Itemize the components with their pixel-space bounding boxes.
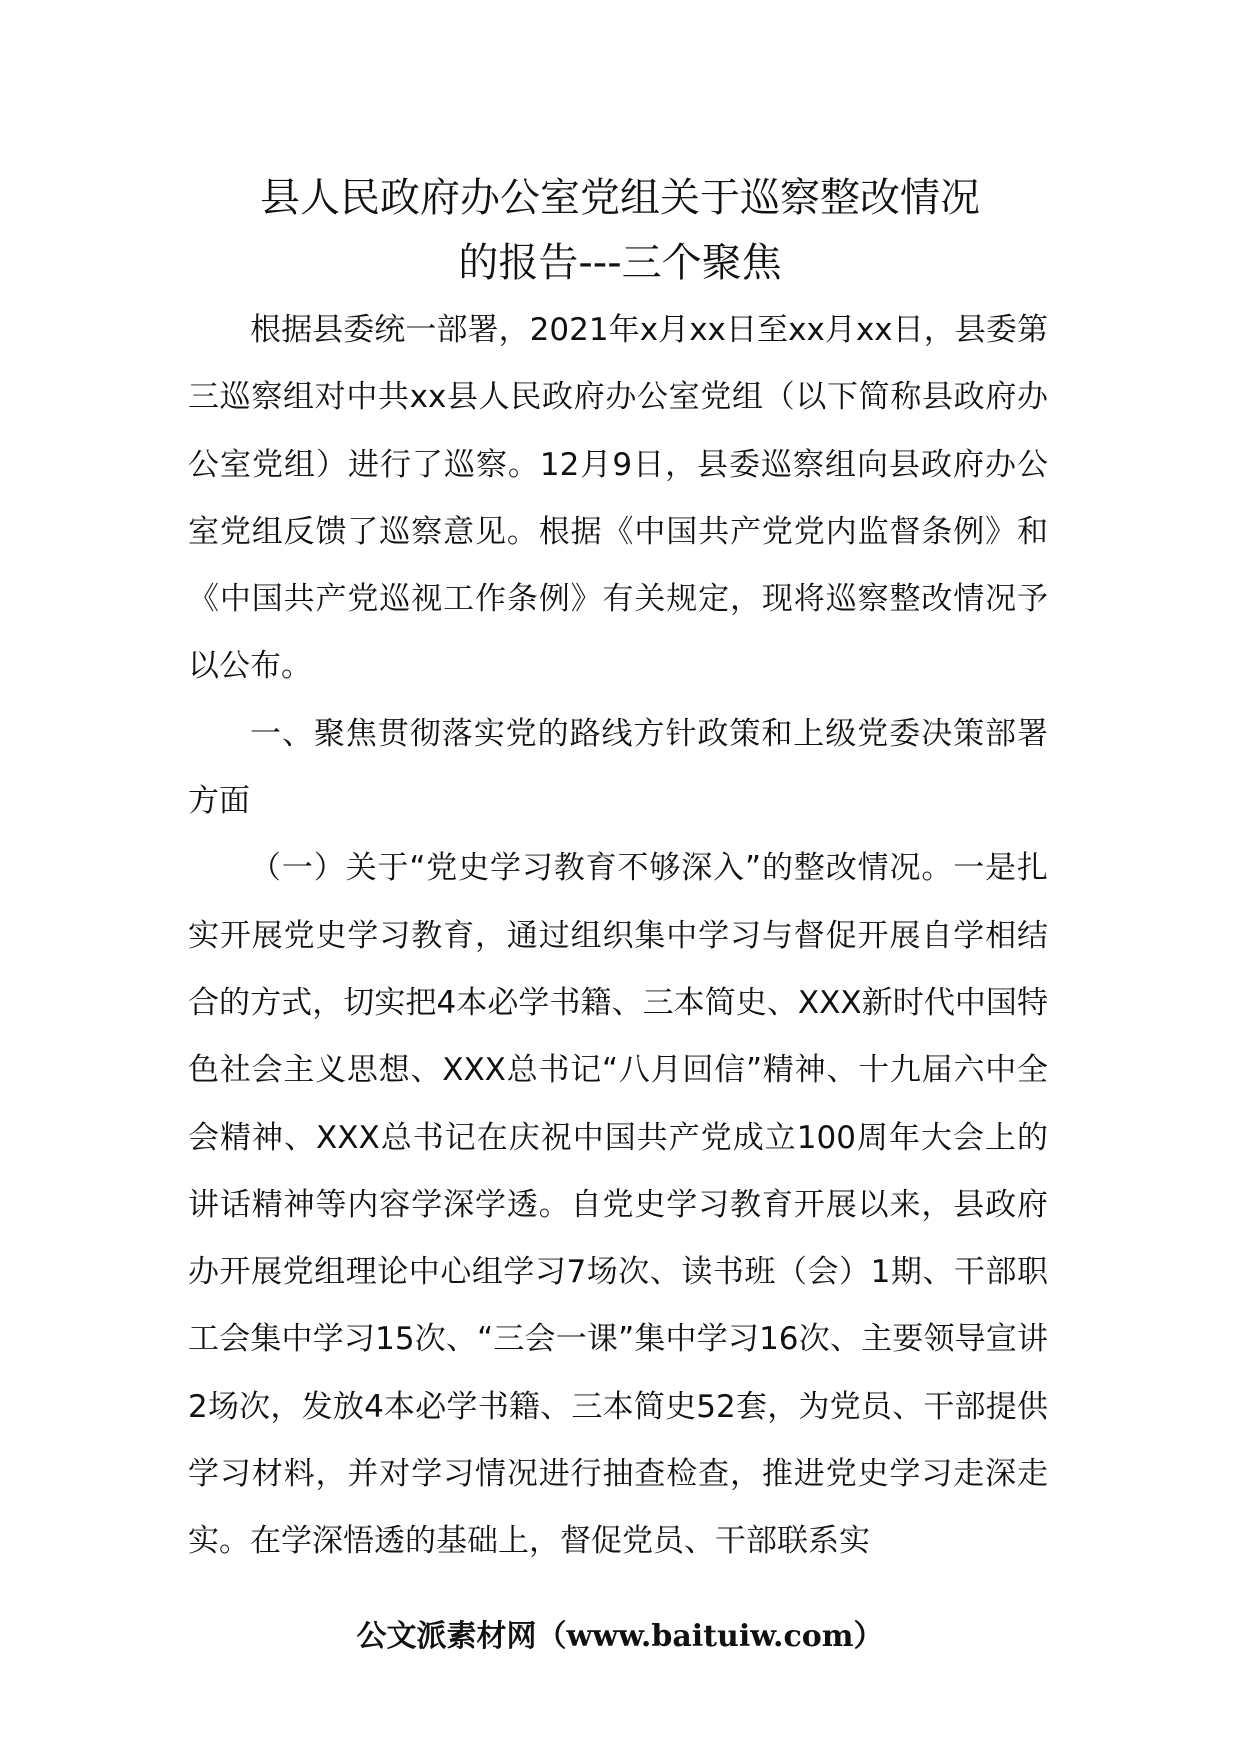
section-heading-1: 一、聚焦贯彻落实党的路线方针政策和上级党委决策部署方面 bbox=[188, 715, 1048, 820]
document-title-line-1: 县人民政府办公室党组关于巡察整改情况 bbox=[260, 175, 980, 221]
paragraph-intro: 根据县委统一部署，2021年x月xx日至xx月xx日，县委第三巡察组对中共xx县人民政府办公室党组（以下简称县政府办公室党组）进行了巡察。12月9日，县委巡察组向县政府办公室党组反馈了巡察意见。根据《中国共产党党内监督条例》和《中国共产党巡视工作条例》有关规定，现将巡察整改情况予以公布。 bbox=[188, 312, 1048, 685]
paragraph-rectification-1: （一）关于“党史学习教育不够深入”的整改情况。一是扎实开展党史学习教育，通过组织集中学习与督促开展自学相结合的方式，切实把4本必学书籍、三本简史、XXX新时代中国特色社会主义思想、XXX总书记“八月回信”精神、十九届六中全会精神、XXX总书记在庆祝中国共产党成立100周年大会上的讲话精神等内容学深学透。自党史学习教育开展以来，县政府办开展党组理论中心组学习7场次、读书班（会）1期、干部职工会集中学习15次、“三会一课”集中学习16次、主要领导宣讲2场次，发放4本必学书籍、三本简史52套，为党员、干部提供学习材料，并对学习情况进行抽查检查，推进党史学习走深走实。在学深悟透的基础上，督促党员、干部联系实 bbox=[188, 850, 1048, 1560]
document-title-line-2: 的报告---三个聚焦 bbox=[458, 240, 782, 286]
footer-watermark: 公文派素材网（www.baituiw.com） bbox=[356, 1619, 884, 1654]
document-body bbox=[188, 297, 1048, 1576]
